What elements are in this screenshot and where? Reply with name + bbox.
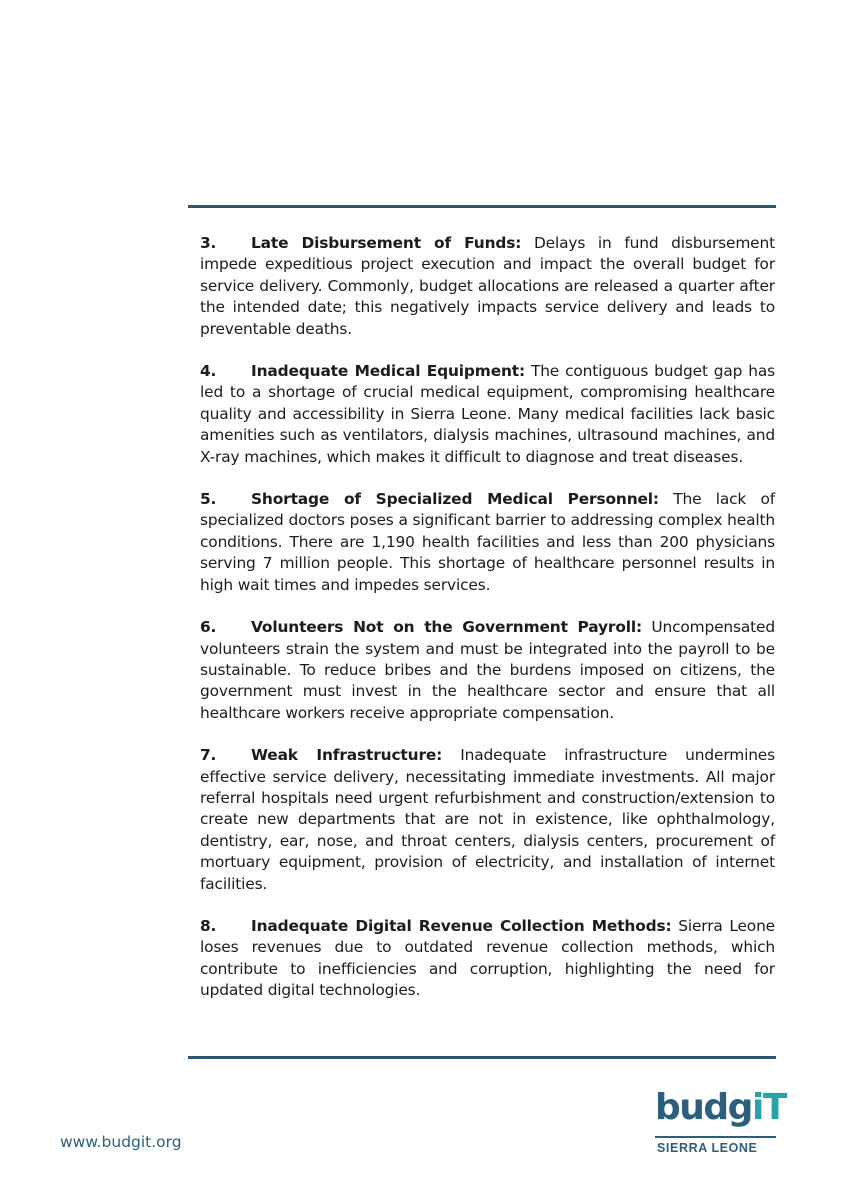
list-item (200, 617, 775, 724)
budgit-logo (655, 1085, 786, 1160)
footer-website-link[interactable]: www.budgit.org (60, 1133, 182, 1151)
item-body: Inadequate infrastructure undermines effective service delivery, necessitating immediate investments. All major referral hospitals need urgent refurbishment and construction/extension to create new departments that are not in existence, like ophthalmology, dentistry, ear, nose, and throat centers, dialysis centers, procurement of mortuary equipment, provision of electricity, and installation of internet facilities. (200, 746, 775, 893)
logo-wordmark: budgiT (655, 1087, 786, 1128)
logo-subtitle: SIERRA LEONE (657, 1141, 758, 1155)
list-item (200, 233, 775, 340)
list-item (200, 361, 775, 468)
item-number: 3. (200, 234, 217, 252)
item-body: The lack of specialized doctors poses a significant barrier to addressing complex health conditions. There are 1,190 health facilities and less than 200 physicians serving 7 million people. This shortage of healthcare personnel results in high wait times and impedes services. (200, 490, 775, 594)
item-title: Shortage of Specialized Medical Personnel: (251, 490, 659, 509)
item-title: Volunteers Not on the Government Payroll: (251, 618, 643, 637)
item-number: 7. (200, 746, 217, 765)
document-body (200, 233, 775, 1023)
logo-divider (655, 1136, 776, 1138)
top-divider (188, 205, 776, 208)
list-item (200, 916, 775, 1002)
item-title: Inadequate Medical Equipment: (251, 362, 525, 381)
item-body: Uncompensated volunteers strain the system and must be integrated into the payroll to be sustainable. To reduce bribes and the burdens imposed on citizens, the government must invest in the healthcare sector and ensure that all healthcare workers receive appropriate compensation. (200, 618, 775, 722)
item-body: Sierra Leone loses revenues due to outdated revenue collection methods, which contribute to inefficiencies and corruption, highlighting the need for updated digital technologies. (200, 916, 776, 1000)
list-item (200, 489, 775, 596)
bottom-divider (188, 1056, 776, 1059)
item-title: Inadequate Digital Revenue Collection Methods: (251, 916, 672, 935)
item-title: Weak Infrastructure: (251, 746, 443, 765)
item-body: The contiguous budget gap has led to a shortage of crucial medical equipment, compromising healthcare quality and accessibility in Sierra Leone. Many medical facilities lack basic amenities such as ventilators, dialysis machines, ultrasound machines, and X-ray machines, which makes it difficult to diagnose and treat diseases. (200, 362, 775, 466)
list-item (200, 745, 775, 895)
item-number: 4. (200, 362, 217, 381)
item-number: 8. (200, 916, 217, 935)
item-body: Delays in fund disbursement impede expeditious project execution and impact the overall budget for service delivery. Commonly, budget allocations are released a quarter after the intended date; this negatively impacts service delivery and leads to preventable deaths. (200, 234, 775, 338)
item-title: Late Disbursement of Funds: (251, 234, 522, 252)
item-number: 6. (200, 618, 217, 637)
item-number: 5. (200, 490, 217, 509)
